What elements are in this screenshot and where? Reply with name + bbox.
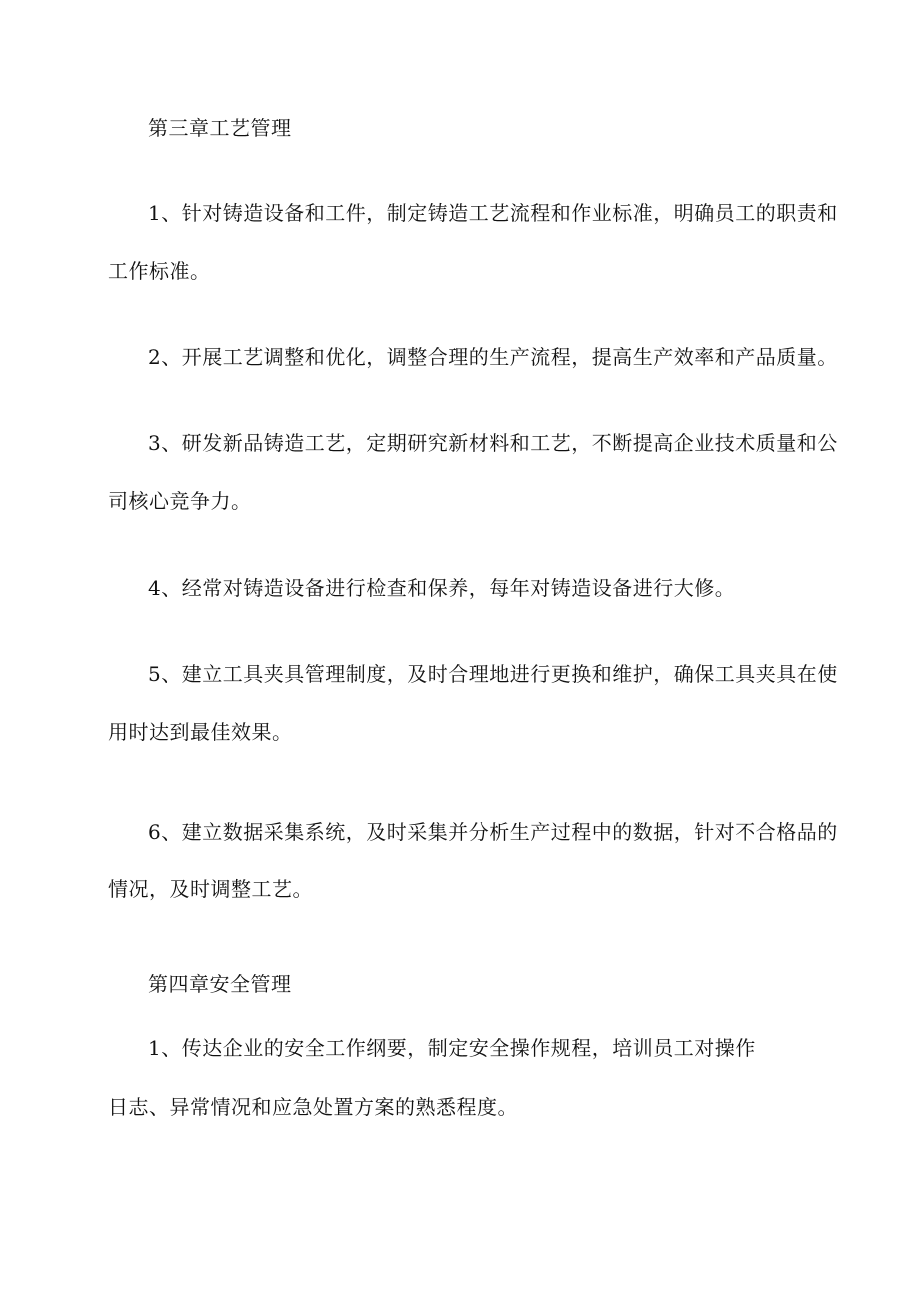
chapter-3-item-3-line-2: 司核心竞争力。 xyxy=(108,489,252,513)
chapter-4-heading: 第四章安全管理 xyxy=(148,972,292,996)
chapter-3-item-5-line-2: 用时达到最佳效果。 xyxy=(108,720,293,744)
chapter-3-item-6-line-1: 6、建立数据采集系统，及时采集并分析生产过程中的数据，针对不合格品的 xyxy=(148,820,838,844)
chapter-3-item-1-line-2: 工作标准。 xyxy=(108,259,211,283)
chapter-3-heading: 第三章工艺管理 xyxy=(148,116,292,140)
chapter-3-item-4-line-1: 4、经常对铸造设备进行检查和保养，每年对铸造设备进行大修。 xyxy=(148,576,736,600)
chapter-3-item-6-line-2: 情况，及时调整工艺。 xyxy=(108,877,313,901)
chapter-4-item-1-line-1: 1、传达企业的安全工作纲要，制定安全操作规程，培训员工对操作 xyxy=(148,1036,756,1060)
chapter-3-item-3-line-1: 3、研发新品铸造工艺，定期研究新材料和工艺，不断提高企业技术质量和公 xyxy=(148,431,838,455)
chapter-3-item-1-line-1: 1、针对铸造设备和工件，制定铸造工艺流程和作业标准，明确员工的职责和 xyxy=(148,201,838,225)
chapter-3-item-2-line-1: 2、开展工艺调整和优化，调整合理的生产流程，提高生产效率和产品质量。 xyxy=(148,345,838,369)
chapter-3-item-5-line-1: 5、建立工具夹具管理制度，及时合理地进行更换和维护，确保工具夹具在使 xyxy=(148,662,838,686)
chapter-4-item-1-line-2: 日志、异常情况和应急处置方案的熟悉程度。 xyxy=(108,1095,518,1119)
